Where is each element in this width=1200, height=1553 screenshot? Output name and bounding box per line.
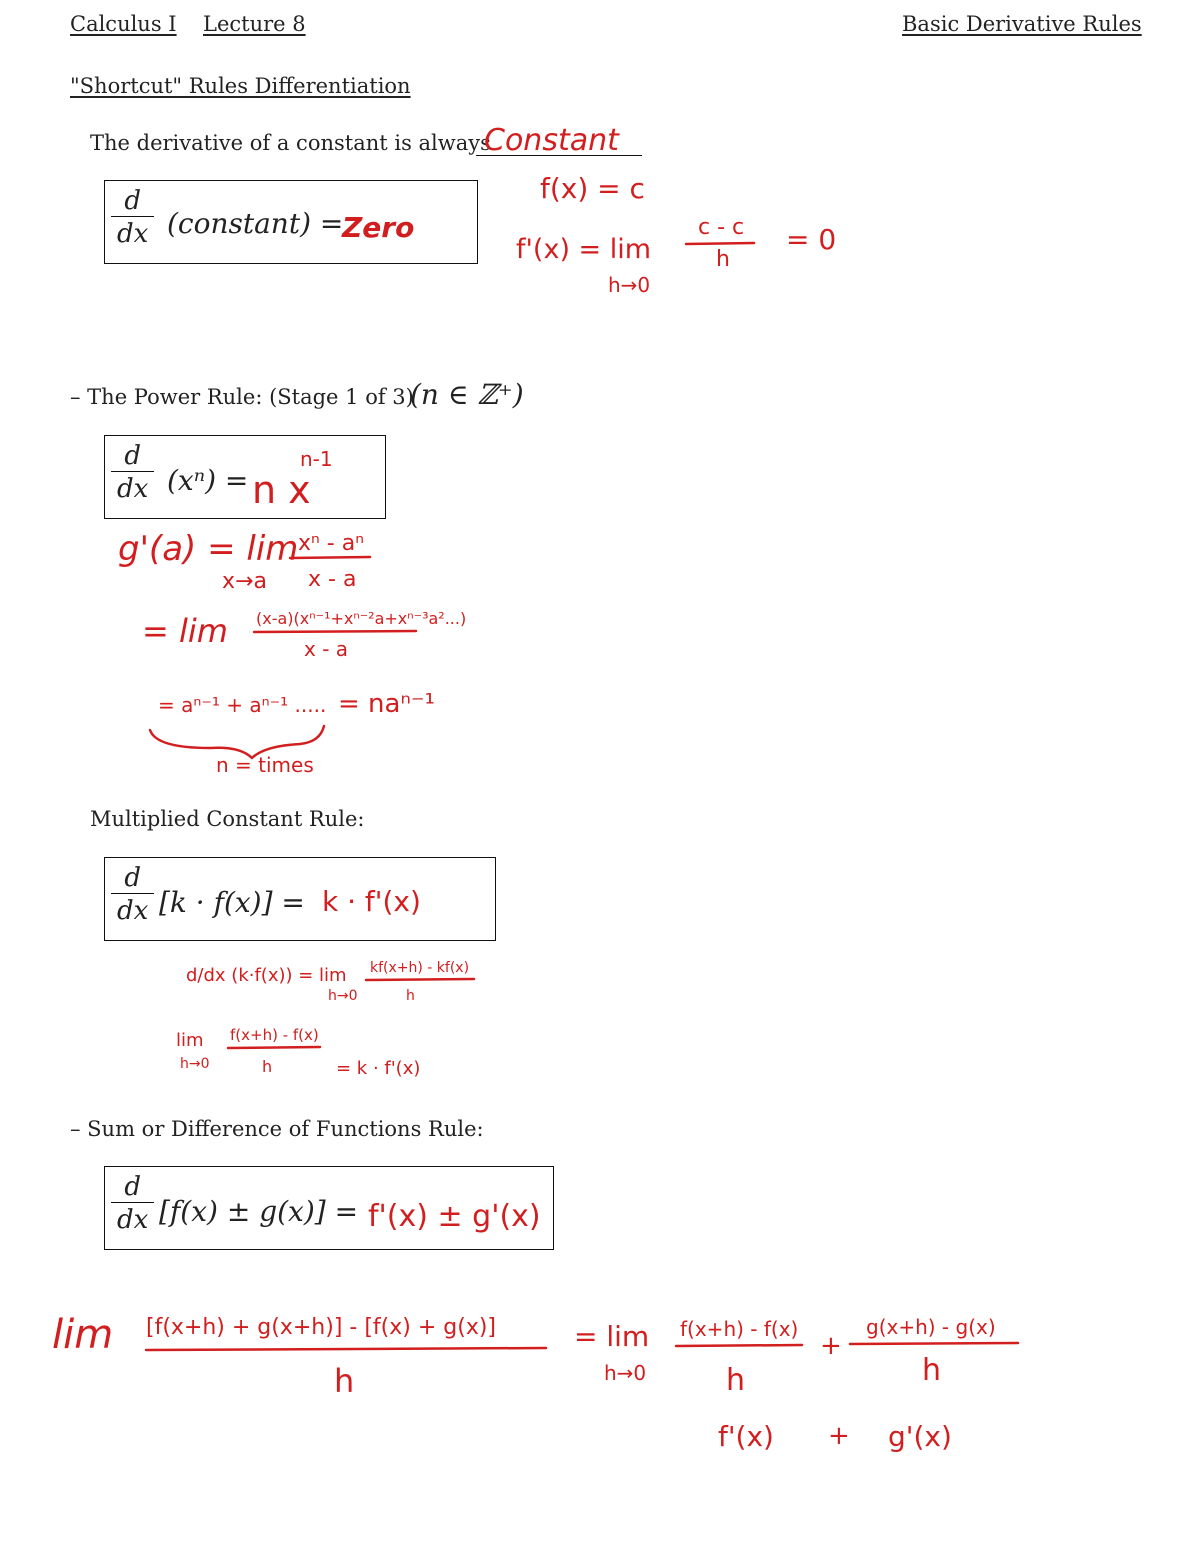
handwritten-kfxh-kfx: kf(x+h) - kf(x) <box>370 960 470 976</box>
fraction-bar <box>686 243 754 244</box>
handwritten-lim-b: lim <box>176 1030 204 1051</box>
handwritten-result-gprime: g'(x) <box>888 1420 952 1453</box>
constant-rule-box <box>104 180 478 264</box>
fraction-numerator: d <box>124 441 141 471</box>
constant-rule-blank-line <box>476 132 642 156</box>
fraction-bar <box>146 1348 546 1350</box>
power-rule-title: – The Power Rule: (Stage 1 of 3) <box>70 385 414 409</box>
handwritten-fx-equals-c: f(x) = c <box>540 172 645 205</box>
handwritten-gxh-minus-gx: g(x+h) - g(x) <box>866 1315 996 1339</box>
handwritten-gprime-lim: g'(a) = lim <box>118 529 299 569</box>
handwritten-h-to-0-b: h→0 <box>328 988 358 1004</box>
constant-multiple-box <box>104 857 496 941</box>
handwritten-h-to-0-c: h→0 <box>180 1056 210 1072</box>
constant-multiple-title: Multiplied Constant Rule: <box>90 807 365 831</box>
handwritten-h-e: h <box>726 1363 746 1398</box>
constant-multiple-fraction <box>111 865 154 924</box>
handwritten-h-to-0-d: h→0 <box>604 1361 647 1385</box>
power-rule-condition: (n ∈ ℤ⁺) <box>410 378 524 411</box>
handwritten-result-fprime: f'(x) <box>718 1420 774 1453</box>
fraction-bar <box>228 1047 320 1048</box>
sum-rule-box <box>104 1166 554 1250</box>
handwritten-h: h <box>716 247 730 272</box>
handwritten-x-minus-a: x - a <box>308 567 357 592</box>
fraction-denominator: dx <box>111 471 154 502</box>
power-rule-expr: (xⁿ) = <box>167 464 249 497</box>
sum-rule-title: – Sum or Difference of Functions Rule: <box>70 1117 484 1141</box>
handwritten-factored-numerator: (x-a)(xⁿ⁻¹+xⁿ⁻²a+xⁿ⁻³a²...) <box>256 609 467 628</box>
fraction-bar <box>850 1343 1018 1344</box>
handwritten-plus: + <box>820 1331 842 1361</box>
handwritten-constant: Constant <box>484 123 619 158</box>
sum-rule-fraction <box>111 1174 154 1233</box>
handwritten-fxh-fx: f(x+h) - f(x) <box>230 1026 319 1044</box>
handwritten-fprime-pm-gprime: f'(x) ± g'(x) <box>368 1199 541 1234</box>
header-topic: Basic Derivative Rules <box>902 12 1142 36</box>
fraction-bar <box>366 979 474 980</box>
constant-multiple-expr: [k · f(x)] = <box>159 886 305 919</box>
handwritten-nx: n x <box>252 468 311 512</box>
fraction-denominator: dx <box>111 893 154 924</box>
power-rule-fraction <box>111 443 154 502</box>
handwritten-result-plus: + <box>828 1421 850 1451</box>
handwritten-h-to-0: h→0 <box>608 273 651 297</box>
brace-curve <box>150 726 324 758</box>
fraction-bar <box>254 631 416 632</box>
constant-rule-expr: (constant) = <box>167 207 344 240</box>
fraction-numerator: d <box>124 186 141 216</box>
handwritten-h-b: h <box>406 988 415 1004</box>
handwritten-equals-na: = naⁿ⁻¹ <box>338 689 435 719</box>
handwritten-h-f: h <box>922 1353 942 1388</box>
handwritten-d-dx-kfx: d/dx (k·f(x)) = lim <box>186 965 347 986</box>
handwritten-fprime-lim: f'(x) = lim <box>516 234 652 265</box>
fraction-numerator: d <box>124 863 141 893</box>
header-lecture: Lecture 8 <box>203 12 306 36</box>
handwritten-equals-zero: = 0 <box>786 223 837 256</box>
handwritten-equals-lim: = lim <box>142 612 228 650</box>
constant-rule-prompt: The derivative of a constant is always <box>90 131 491 155</box>
sum-rule-expr: [f(x) ± g(x)] = <box>159 1195 359 1228</box>
handwritten-n-minus-1: n-1 <box>300 447 333 471</box>
power-rule-box <box>104 435 386 519</box>
handwritten-fxh-minus-fx: f(x+h) - f(x) <box>680 1317 799 1341</box>
fraction-denominator: dx <box>111 216 154 247</box>
section-title: "Shortcut" Rules Differentiation <box>70 74 411 98</box>
handwritten-lim-c: lim <box>52 1312 114 1358</box>
fraction-denominator: dx <box>111 1202 154 1233</box>
handwritten-c-minus-c: c - c <box>698 215 745 240</box>
handwritten-n-times: n = times <box>216 753 314 777</box>
handwritten-xn-minus-an: xⁿ - aⁿ <box>298 531 364 556</box>
handwritten-equals-lim-b: = lim <box>574 1320 650 1353</box>
constant-rule-fraction <box>111 188 154 247</box>
handwritten-zero: Zero <box>342 211 415 244</box>
handwritten-x-to-a: x→a <box>222 569 267 594</box>
header-course: Calculus I <box>70 12 177 36</box>
handwritten-sum-numerator: [f(x+h) + g(x+h)] - [f(x) + g(x)] <box>146 1315 497 1340</box>
handwritten-h-d: h <box>334 1362 355 1400</box>
fraction-numerator: d <box>124 1172 141 1202</box>
fraction-bar <box>290 557 370 558</box>
handwritten-sum-of-powers: = aⁿ⁻¹ + aⁿ⁻¹ ..... <box>158 693 327 717</box>
handwritten-x-minus-a-2: x - a <box>304 637 349 661</box>
handwritten-h-c: h <box>262 1057 273 1076</box>
handwritten-equals-k-fprime: = k · f'(x) <box>336 1058 421 1079</box>
fraction-bar <box>676 1345 802 1346</box>
handwritten-k-fprime: k · f'(x) <box>322 885 421 918</box>
